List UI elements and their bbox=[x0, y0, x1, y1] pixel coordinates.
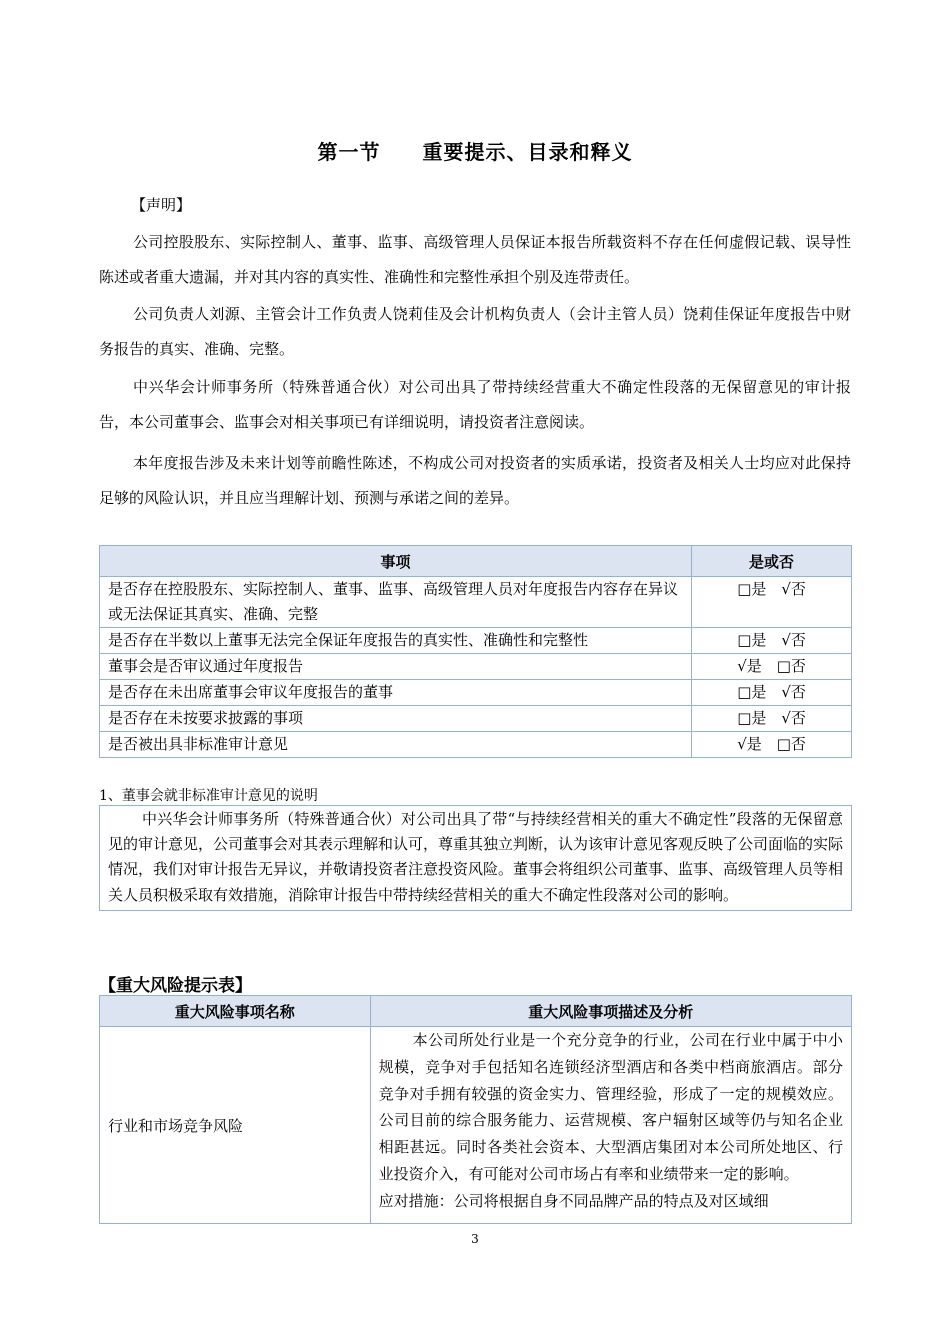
risk-analysis: 本公司所处行业是一个充分竞争的行业，公司在行业中属于中小规模，竞争对手包括知名连锁经济型酒店和各类中档商旅酒店。部分竞争对手拥有较强的资金实力、管理经验，形成了一定的规模效应。公司目前的综合服务能力、运营规模、客户辐射区域等仍与知名企业相距甚远。同时各类社会资本、大型酒店集团对本公司所处地区、行业投资介入，有可能对公司市场占有率和业绩带来一定的影响。 bbox=[378, 1031, 843, 1183]
table-header-row bbox=[100, 546, 852, 577]
statement-paragraph: 中兴华会计师事务所（特殊普通合伙）对公司出具了带持续经营重大不确定性段落的无保留意见的审计报告，本公司董事会、监事会对相关事项已有详细说明，请投资者注意阅读。 bbox=[99, 378, 851, 431]
risk-table-heading: 【重大风险提示表】 bbox=[99, 976, 252, 996]
matter-item: 是否存在控股股东、实际控制人、董事、监事、高级管理人员对年度报告内容存在异议或无法保证其真实、准确、完整 bbox=[100, 577, 692, 628]
risk-measures: 应对措施：公司将根据自身不同品牌产品的特点及对区域细 bbox=[378, 1191, 769, 1210]
matter-item: 是否存在未出席董事会审议年度报告的董事 bbox=[100, 680, 692, 706]
matter-answer: □是 √否 bbox=[692, 628, 852, 654]
matter-answer: √是 □否 bbox=[692, 654, 852, 680]
table-row bbox=[100, 680, 852, 706]
risk-description-cell bbox=[370, 1027, 851, 1224]
statement-paragraph: 公司负责人刘源、主管会计工作负责人饶莉佳及会计机构负责人（会计主管人员）饶莉佳保证年度报告中财务报告的真实、准确、完整。 bbox=[99, 305, 851, 358]
board-note-text: 中兴华会计师事务所（特殊普通合伙）对公司出具了带“与持续经营相关的重大不确定性”段落的无保留意见的审计意见，公司董事会对其表示理解和认可，尊重其独立判断，认为该审计意见客观反映了公司面临的实际情况，我们对审计报告无异议，并敬请投资者注意投资风险。董事会将组织公司董事、监事、高级管理人员等相关人员积极采取有效措施，消除审计报告中带持续经营相关的重大不确定性段落对公司的影响。 bbox=[99, 805, 852, 911]
table-row bbox=[100, 732, 852, 758]
column-header: 事项 bbox=[100, 546, 692, 577]
table-row bbox=[100, 1027, 852, 1224]
table-row bbox=[100, 577, 852, 628]
table-header-row bbox=[100, 996, 852, 1027]
column-header: 重大风险事项描述及分析 bbox=[370, 996, 851, 1027]
table-row bbox=[100, 654, 852, 680]
risk-table bbox=[99, 995, 852, 1224]
statement-paragraph: 公司控股股东、实际控制人、董事、监事、高级管理人员保证本报告所载资料不存在任何虚假记载、误导性陈述或者重大遗漏，并对其内容的真实性、准确性和完整性承担个别及连带责任。 bbox=[99, 233, 851, 286]
matter-answer: □是 √否 bbox=[692, 577, 852, 628]
matter-answer: □是 √否 bbox=[692, 680, 852, 706]
risk-name: 行业和市场竞争风险 bbox=[100, 1027, 371, 1224]
table-row bbox=[100, 628, 852, 654]
table-row bbox=[100, 706, 852, 732]
matter-item: 是否存在未按要求披露的事项 bbox=[100, 706, 692, 732]
matter-item: 是否被出具非标准审计意见 bbox=[100, 732, 692, 758]
board-note-title: 1、董事会就非标准审计意见的说明 bbox=[99, 788, 318, 804]
statement-paragraph: 本年度报告涉及未来计划等前瞻性陈述，不构成公司对投资者的实质承诺，投资者及相关人士均应对此保持足够的风险认识，并且应当理解计划、预测与承诺之间的差异。 bbox=[99, 454, 851, 507]
matter-answer: □是 √否 bbox=[692, 706, 852, 732]
matter-answer: √是 □否 bbox=[692, 732, 852, 758]
column-header: 是或否 bbox=[692, 546, 852, 577]
matters-table bbox=[99, 545, 852, 758]
statement-heading: 【声明】 bbox=[131, 196, 192, 214]
column-header: 重大风险事项名称 bbox=[100, 996, 371, 1027]
matter-item: 是否存在半数以上董事无法完全保证年度报告的真实性、准确性和完整性 bbox=[100, 628, 692, 654]
risk-description bbox=[379, 1027, 843, 1223]
page-title: 第一节 重要提示、目录和释义 bbox=[317, 140, 633, 164]
matter-item: 董事会是否审议通过年度报告 bbox=[100, 654, 692, 680]
page-number: 3 bbox=[471, 1232, 479, 1246]
